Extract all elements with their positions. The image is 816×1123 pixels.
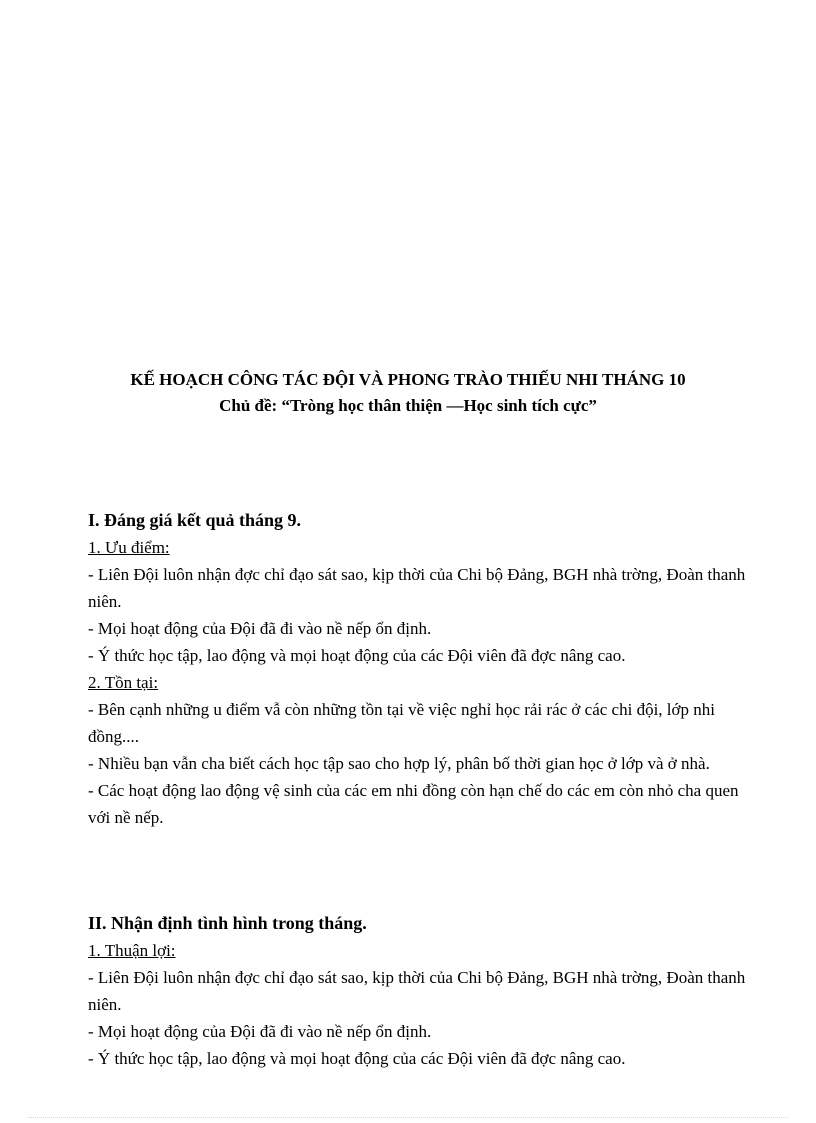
list-item: - Nhiều bạn vẫn cha biết cách học tập sao cho hợp lý, phân bố thời gian học ở lớp và ở nhà. [88, 754, 710, 773]
section-heading: II. Nhận định tình hình trong tháng. [88, 913, 367, 933]
document-title: KẾ HOẠCH CÔNG TÁC ĐỘI VÀ PHONG TRÀO THIẾU NHI THÁNG 10 [130, 370, 686, 389]
list-item: - Mọi hoạt động của Đội đã đi vào nề nếp ổn định. [88, 619, 432, 638]
list-item: - Liên Đội luôn nhận đợc chỉ đạo sát sao, kịp thời của Chi bộ Đảng, BGH nhà trờng, Đoàn thanh niên. [88, 565, 746, 611]
subheading-strengths: 1. Ưu điểm: [88, 538, 170, 557]
list-item: - Bên cạnh những u điểm vẫ còn những tồn tại về việc nghỉ học rải rác ở các chi đội, lớp nhi đồng.... [88, 700, 715, 746]
list-item: - Mọi hoạt động của Đội đã đi vào nề nếp ổn định. [88, 1022, 432, 1041]
subheading-shortcomings: 2. Tồn tại: [88, 673, 159, 692]
section-situation [88, 909, 748, 1072]
list-item: - Các hoạt động lao động vệ sinh của các em nhi đồng còn hạn chế do các em còn nhỏ cha quen với nề nếp. [88, 781, 739, 827]
section-evaluation [88, 506, 748, 831]
subheading-advantages: 1. Thuận lợi: [88, 941, 176, 960]
list-item: - Ý thức học tập, lao động và mọi hoạt động của các Đội viên đã đợc nâng cao. [88, 646, 626, 665]
title-block [0, 367, 816, 419]
list-item: - Liên Đội luôn nhận đợc chỉ đạo sát sao, kịp thời của Chi bộ Đảng, BGH nhà trờng, Đoàn thanh niên. [88, 968, 746, 1014]
document-theme: Chủ đề: “Tròng học thân thiện —Học sinh tích cực” [219, 396, 597, 415]
page-bottom-divider [28, 1117, 788, 1120]
list-item: - Ý thức học tập, lao động và mọi hoạt động của các Đội viên đã đợc nâng cao. [88, 1049, 626, 1068]
section-heading: I. Đáng giá kết quả tháng 9. [88, 510, 302, 530]
